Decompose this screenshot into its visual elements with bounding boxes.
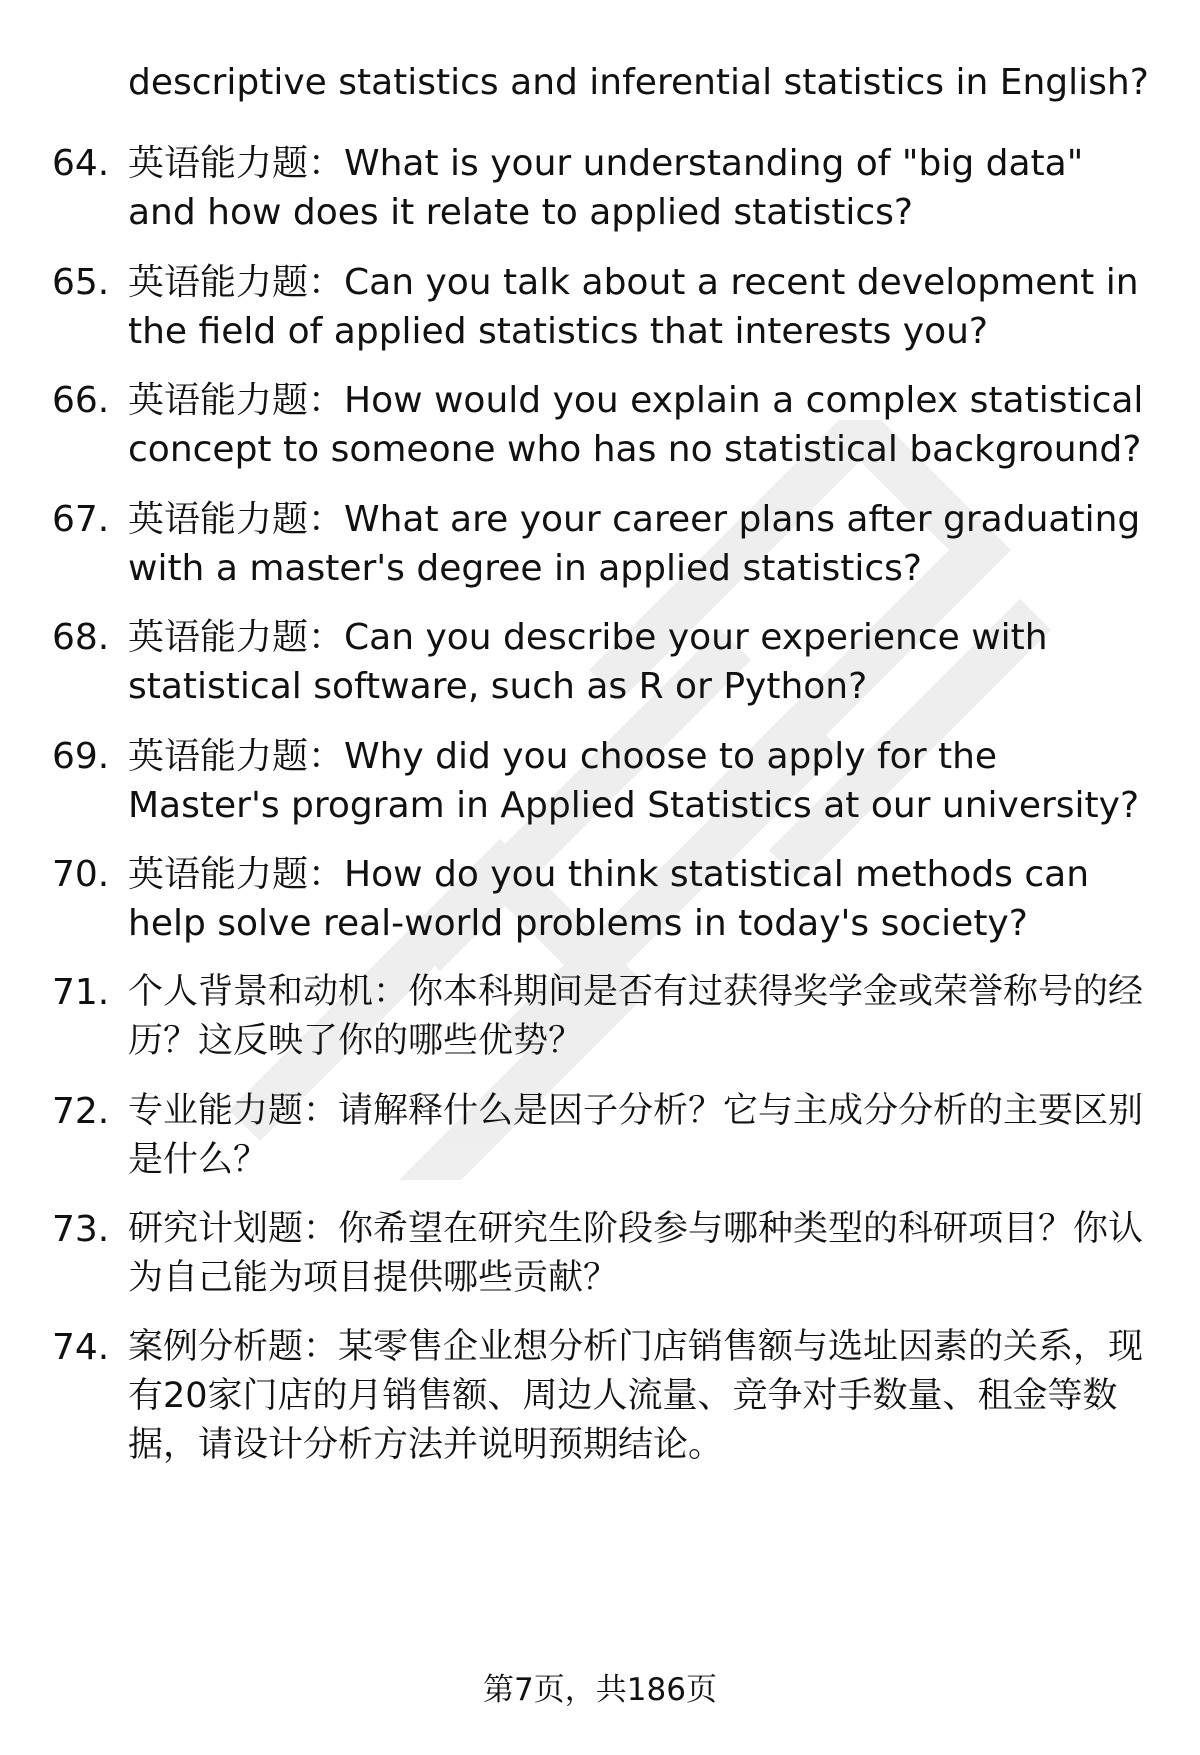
question-text: 英语能力题：Why did you choose to apply for the Master's program in Applied Statistics at our university? [128,736,1140,826]
question-text: 英语能力题：Can you describe your experience with statistical software, such as R or Python? [128,617,1048,707]
question-number: 68. [52,617,110,658]
question-item [0,495,1200,605]
question-number: 74. [52,1327,110,1368]
question-text: 英语能力题：What is your understanding of "big data" and how does it relate to applied statistics? [128,143,1084,233]
question-item [0,850,1200,960]
question-item [0,376,1200,486]
question-number: 72. [52,1091,110,1132]
question-text: 英语能力题：What are your career plans after graduating with a master's degree in applied statistics? [128,499,1141,589]
continuation-text: descriptive statistics and inferential statistics in English? [128,62,1149,103]
question-number: 66. [52,380,110,421]
page-number-footer: 第7页，共186页 [483,1672,717,1708]
question-text: 个人背景和动机：你本科期间是否有过获得奖学金或荣誉称号的经历？这反映了你的哪些优势？ [128,972,1144,1061]
question-text: 案例分析题：某零售企业想分析门店销售额与选址因素的关系，现有20家门店的月销售额、周边人流量、竞争对手数量、租金等数据，请设计分析方法并说明预期结论。 [128,1327,1144,1465]
question-number: 71. [52,972,110,1013]
question-item [0,732,1200,842]
question-number: 64. [52,143,110,184]
question-text: 英语能力题：Can you talk about a recent development in the field of applied statistics that interests you? [128,262,1139,352]
question-item [0,258,1200,368]
question-number: 69. [52,736,110,777]
question-text: 专业能力题：请解释什么是因子分析？它与主成分分析的主要区别是什么？ [128,1091,1144,1180]
question-number: 73. [52,1209,110,1250]
question-item [0,1205,1200,1315]
question-text: 英语能力题：How would you explain a complex statistical concept to someone who has no statistical background? [128,380,1144,470]
question-number: 70. [52,854,110,895]
question-text: 英语能力题：How do you think statistical methods can help solve real-world problems in today's society? [128,854,1090,944]
question-item [0,139,1200,249]
question-item [0,968,1200,1078]
question-number: 65. [52,262,110,303]
question-item [0,613,1200,723]
question-number: 67. [52,499,110,540]
question-item [0,1087,1200,1197]
question-item [0,1323,1200,1465]
question-text: 研究计划题：你希望在研究生阶段参与哪种类型的科研项目？你认为自己能为项目提供哪些贡献？ [128,1209,1144,1298]
